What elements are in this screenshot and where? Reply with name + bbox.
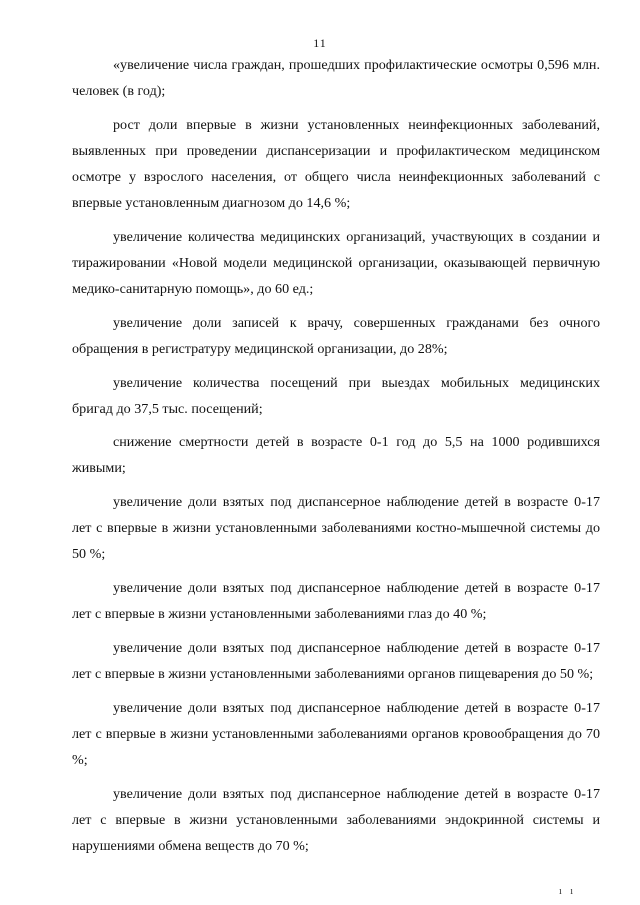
document-body [72, 52, 600, 867]
paragraph-endocrine: увеличение доли взятых под диспансерное наблюдение детей в возрасте 0-17 лет с впервые в жизни установленными заболеваниями эндокринной системы и нарушениями обмена веществ до 70 %; [72, 785, 600, 854]
paragraph-noncommunicable-diseases: рост доли впервые в жизни установленных неинфекционных заболеваний, выявленных при проведении диспансеризации и профилактическом медицинском осмотре у взрослого населения, от общего числа неинфекционных заболеваний с впервые установленным диагнозом до 14,6 %; [72, 116, 600, 211]
paragraph-digestive: увеличение доли взятых под диспансерное наблюдение детей в возрасте 0-17 лет с впервые в жизни установленными заболеваниями органов пищеварения до 50 %; [72, 640, 600, 683]
paragraph-infant-mortality: снижение смертности детей в возрасте 0-1 год до 5,5 на 1000 родившихся живыми; [72, 434, 600, 477]
paragraph-preventive-exams: «увеличение числа граждан, прошедших профилактические осмотры 0,596 млн. человек (в год); [72, 57, 600, 99]
paragraph-musculoskeletal: увеличение доли взятых под диспансерное наблюдение детей в возрасте 0-17 лет с впервые в жизни установленными заболеваниями костно-мышечной системы до 50 %; [72, 494, 600, 563]
paragraph-doctor-appointments: увеличение доли записей к врачу, совершенных гражданами без очного обращения в регистратуру медицинской организации, до 28%; [72, 314, 600, 357]
paragraph-circulatory: увеличение доли взятых под диспансерное наблюдение детей в возрасте 0-17 лет с впервые в жизни установленными заболеваниями органов кровообращения до 70 %; [72, 700, 600, 769]
paragraph-new-model-organizations: увеличение количества медицинских организаций, участвующих в создании и тиражировании «Новой модели медицинской организации, оказывающей первичную медико-санитарную помощь», до 60 ед.; [72, 228, 600, 297]
paragraph-eye-diseases: увеличение доли взятых под диспансерное наблюдение детей в возрасте 0-17 лет с впервые в жизни установленными заболеваниями глаз до 40 %; [72, 580, 600, 623]
page-number: 11 [313, 36, 327, 50]
paragraph-mobile-brigades: увеличение количества посещений при выездах мобильных медицинских бригад до 37,5 тыс. посещений; [72, 374, 600, 417]
footer-mark: ı ı [558, 886, 576, 897]
